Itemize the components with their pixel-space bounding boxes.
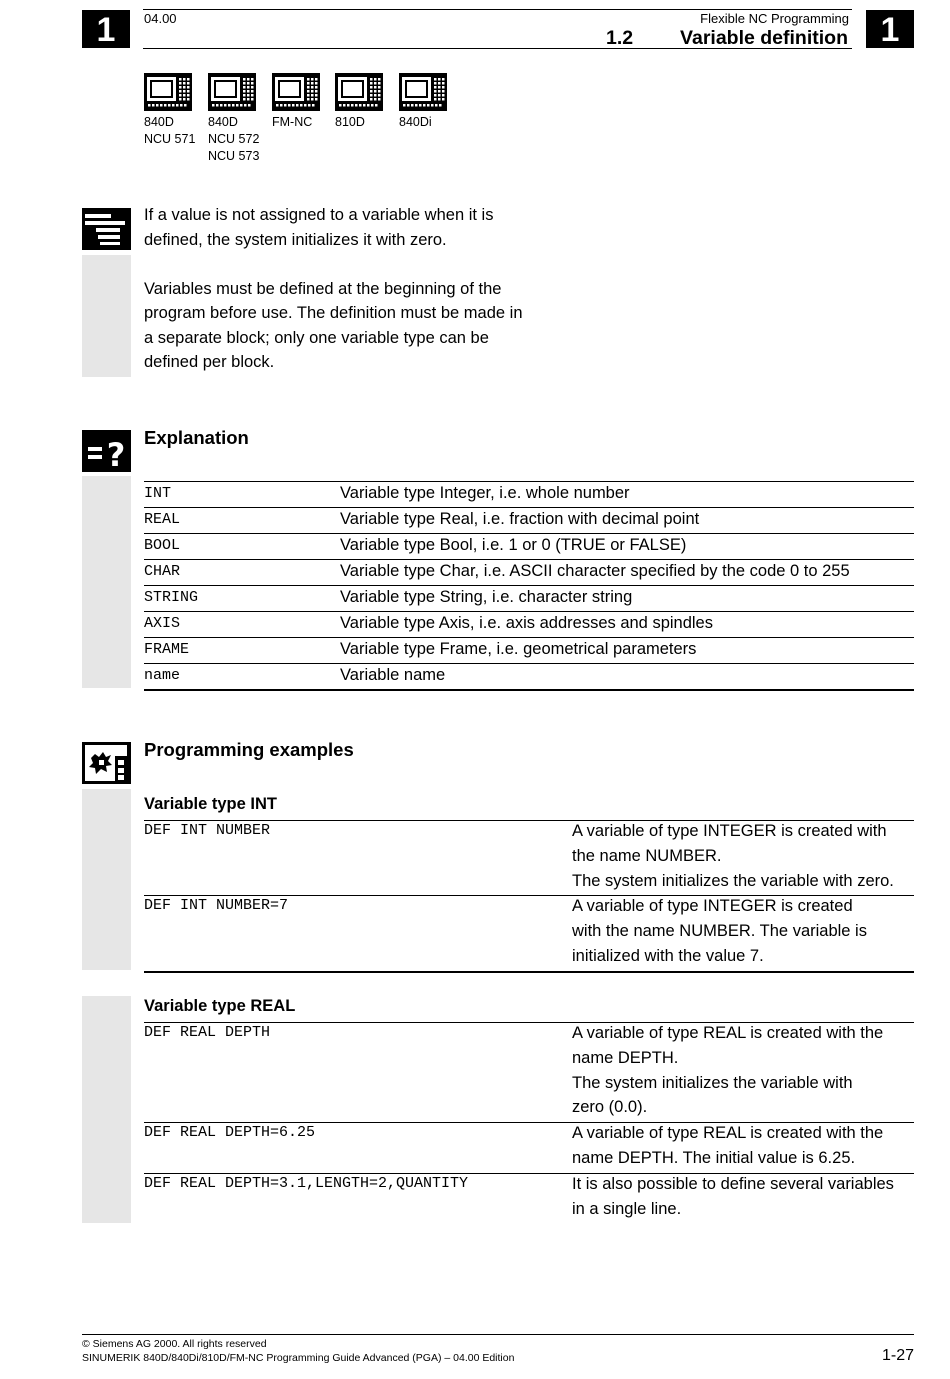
- note-line: defined per block.: [144, 353, 275, 371]
- control-label: [335, 114, 365, 131]
- control-label: [208, 114, 259, 165]
- int-examples-margin-bar: [82, 789, 131, 970]
- explanation-row: [144, 482, 914, 508]
- note-line: Variables must be defined at the beginning of the: [144, 279, 502, 298]
- variable-description: Variable type Integer, i.e. whole number: [340, 484, 630, 502]
- variable-description: Variable type Real, i.e. fraction with decimal point: [340, 510, 700, 528]
- variable-keyword: INT: [144, 485, 172, 502]
- example-description-line: The system initializes the variable with: [572, 1073, 853, 1092]
- example-description-line: in a single line.: [572, 1199, 682, 1218]
- example-code: DEF INT NUMBER: [144, 822, 271, 839]
- note-margin-bar: [82, 255, 131, 377]
- control-label: [272, 114, 312, 131]
- note-line: a separate block; only one variable type can be: [144, 328, 489, 347]
- explanation-row: [144, 612, 914, 638]
- section-number: 1.2: [606, 27, 634, 49]
- example-description: [572, 819, 914, 893]
- control-label: [399, 114, 432, 131]
- real-subheading: Variable type REAL: [144, 997, 296, 1015]
- note-text: [144, 203, 523, 375]
- example-description-line: name DEPTH. The initial value is 6.25.: [572, 1148, 856, 1167]
- explanation-row: [144, 586, 914, 612]
- variable-description: Variable name: [340, 666, 446, 684]
- example-description-line: It is also possible to define several variables: [572, 1174, 894, 1193]
- example-description: [572, 1172, 914, 1222]
- example-description-line: name DEPTH.: [572, 1048, 679, 1067]
- explanation-margin-bar: [82, 476, 131, 688]
- footer-edition: SINUMERIK 840D/840Di/810D/FM-NC Programming Guide Advanced (PGA) – 04.00 Edition: [82, 1352, 515, 1364]
- explanation-row: [144, 638, 914, 664]
- example-description-line: zero (0.0).: [572, 1098, 648, 1117]
- example-description-line: A variable of type INTEGER is created with: [572, 822, 887, 840]
- variable-keyword: FRAME: [144, 641, 190, 658]
- header-top-rule: [143, 9, 852, 10]
- explanation-row: [144, 508, 914, 534]
- header-bottom-rule: [143, 48, 852, 49]
- footer-rule: [82, 1334, 914, 1335]
- svg-text:?: ?: [106, 436, 126, 472]
- example-description-line: A variable of type REAL is created with the: [572, 1124, 884, 1143]
- variable-keyword: AXIS: [144, 615, 181, 632]
- example-description: [572, 1121, 914, 1171]
- variable-description: Variable type Frame, i.e. geometrical parameters: [340, 640, 697, 658]
- example-description: [572, 894, 914, 968]
- example-code: DEF REAL DEPTH=3.1,LENGTH=2,QUANTITY: [144, 1174, 469, 1192]
- chapter-number-box-left: 1: [82, 10, 130, 48]
- note-line: program before use. The definition must be made in: [144, 304, 523, 322]
- explanation-row: [144, 560, 914, 586]
- explanation-row-rule: [144, 689, 914, 691]
- example-description-line: A variable of type REAL is created with the: [572, 1024, 884, 1042]
- example-code: DEF INT NUMBER=7: [144, 897, 289, 915]
- note-line: If a value is not assigned to a variable when it is: [144, 206, 494, 224]
- explanation-row: [144, 534, 914, 560]
- example-description-line: with the name NUMBER. The variable is: [572, 922, 867, 941]
- header-date: 04.00: [144, 11, 177, 26]
- control-label-line: 840D: [144, 115, 174, 129]
- example-description: [572, 1021, 914, 1120]
- example-table-bottom-rule: [144, 971, 914, 973]
- programming-example-icon: [82, 742, 131, 784]
- header-manual-title: Flexible NC Programming: [700, 11, 849, 26]
- example-description-line: A variable of type INTEGER is created: [572, 897, 853, 916]
- real-examples-margin-bar: [82, 996, 131, 1223]
- pointing-hand-icon: [82, 208, 131, 250]
- control-label-line: NCU 571: [144, 132, 196, 146]
- variable-keyword: name: [144, 667, 181, 684]
- variable-keyword: CHAR: [144, 563, 181, 580]
- cnc-control-panel-icon: [335, 73, 383, 111]
- explanation-row: [144, 664, 914, 690]
- example-code: DEF REAL DEPTH=6.25: [144, 1124, 316, 1142]
- control-label-line: FM-NC: [272, 115, 313, 129]
- cnc-control-panel-icon: [208, 73, 256, 111]
- footer-copyright: © Siemens AG 2000. All rights reserved: [82, 1338, 267, 1350]
- variable-keyword: REAL: [144, 511, 181, 528]
- int-subheading: Variable type INT: [144, 795, 277, 813]
- variable-keyword: BOOL: [144, 537, 181, 554]
- variable-description: Variable type Bool, i.e. 1 or 0 (TRUE or FALSE): [340, 536, 687, 554]
- example-description-line: the name NUMBER.: [572, 846, 722, 865]
- example-description-line: The system initializes the variable with zero.: [572, 871, 894, 890]
- footer-page-number: 1-27: [881, 1347, 914, 1364]
- explanation-heading: Explanation: [144, 427, 249, 448]
- variable-keyword: STRING: [144, 589, 199, 606]
- control-label: [144, 114, 195, 148]
- control-label-line: 840Di: [399, 115, 432, 129]
- note-line: defined, the system initializes it with zero.: [144, 230, 447, 249]
- control-label-line: 810D: [335, 115, 365, 129]
- cnc-control-panel-icon: [144, 73, 192, 111]
- example-code: DEF REAL DEPTH: [144, 1024, 271, 1041]
- control-label-line: 840D: [208, 115, 238, 129]
- cnc-control-panel-icon: [399, 73, 447, 111]
- control-label-line: NCU 572: [208, 132, 260, 146]
- equals-question-icon: [82, 430, 131, 472]
- variable-description: Variable type Char, i.e. ASCII character specified by the code 0 to 255: [340, 562, 850, 580]
- example-description-line: initialized with the value 7.: [572, 946, 764, 965]
- variable-description: Variable type String, i.e. character string: [340, 588, 633, 606]
- section-title: Variable definition: [680, 27, 848, 49]
- variable-description: Variable type Axis, i.e. axis addresses and spindles: [340, 614, 713, 632]
- chapter-number-box-right: 1: [866, 10, 914, 48]
- cnc-control-panel-icon: [272, 73, 320, 111]
- control-label-line: NCU 573: [208, 149, 260, 163]
- examples-heading: Programming examples: [144, 739, 354, 760]
